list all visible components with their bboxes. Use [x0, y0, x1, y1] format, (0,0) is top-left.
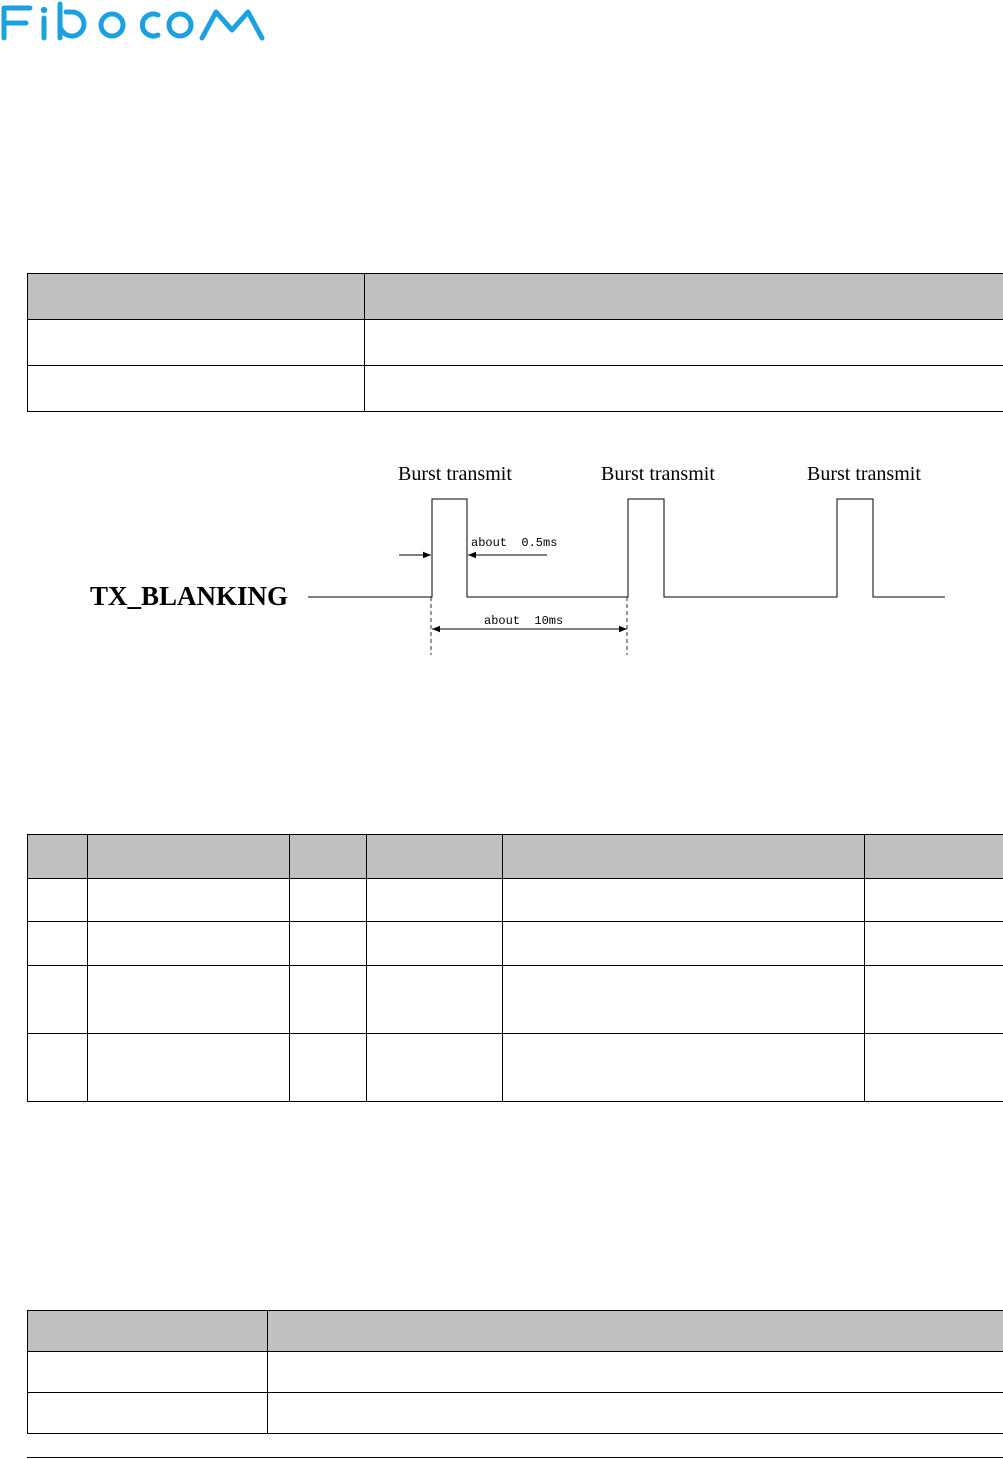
table-cell [28, 966, 88, 1034]
table-header-row [28, 1311, 1003, 1352]
table-cell [28, 1034, 88, 1102]
table-header-cell [28, 1311, 268, 1352]
table-row [28, 1034, 1003, 1102]
table-cell [268, 1352, 1003, 1393]
table-header-cell [290, 835, 367, 879]
fibocom-logo [0, 0, 270, 42]
table-cell [88, 1034, 290, 1102]
table-2 [27, 834, 1003, 1102]
table-header-cell [503, 835, 865, 879]
table-cell [88, 966, 290, 1034]
table-header-row [28, 835, 1003, 879]
table-header-cell [88, 835, 290, 879]
table-3 [27, 1310, 1003, 1434]
table-row [28, 879, 1003, 922]
table-cell [290, 1034, 367, 1102]
table-header-cell [367, 835, 503, 879]
table-cell [365, 366, 1003, 412]
burst-label-1: Burst transmit [398, 463, 512, 485]
table-cell [28, 1352, 268, 1393]
table-cell [367, 922, 503, 966]
table-cell [365, 320, 1003, 366]
tx-blanking-waveform [308, 499, 945, 597]
table-cell [367, 966, 503, 1034]
table-cell [865, 922, 1003, 966]
table-header-row [28, 274, 1003, 320]
tx-blanking-timing-diagram [0, 440, 1003, 660]
table-cell [503, 966, 865, 1034]
table-row [28, 320, 1003, 366]
table-row [28, 1393, 1003, 1434]
table-1 [27, 273, 1003, 412]
footer-divider [27, 1457, 1003, 1458]
table-row [28, 922, 1003, 966]
table-cell [88, 879, 290, 922]
table-cell [28, 922, 88, 966]
table-cell [865, 1034, 1003, 1102]
table-cell [28, 366, 365, 412]
table-header-cell [365, 274, 1003, 320]
table-cell [367, 879, 503, 922]
table-cell [503, 1034, 865, 1102]
table-cell [290, 879, 367, 922]
signal-label: TX_BLANKING [90, 581, 289, 611]
table-cell [503, 879, 865, 922]
table-cell [290, 966, 367, 1034]
table-cell [268, 1393, 1003, 1434]
table-header-cell [865, 835, 1003, 879]
table-row [28, 1352, 1003, 1393]
table-cell [88, 922, 290, 966]
table-row [28, 966, 1003, 1034]
burst-label-2: Burst transmit [601, 463, 715, 485]
table-header-cell [28, 835, 88, 879]
table-cell [865, 966, 1003, 1034]
table-header-cell [28, 274, 365, 320]
burst-label-3: Burst transmit [807, 463, 921, 485]
table-cell [28, 879, 88, 922]
table-cell [28, 1393, 268, 1434]
table-cell [865, 879, 1003, 922]
table-cell [367, 1034, 503, 1102]
pulse-width-label: about 0.5ms [471, 536, 558, 550]
table-cell [503, 922, 865, 966]
logo-text: FIBOCOM [0, 41, 5, 42]
table-cell [28, 320, 365, 366]
table-row [28, 366, 1003, 412]
table-header-cell [268, 1311, 1003, 1352]
table-cell [290, 922, 367, 966]
period-label: about 10ms [484, 614, 564, 628]
